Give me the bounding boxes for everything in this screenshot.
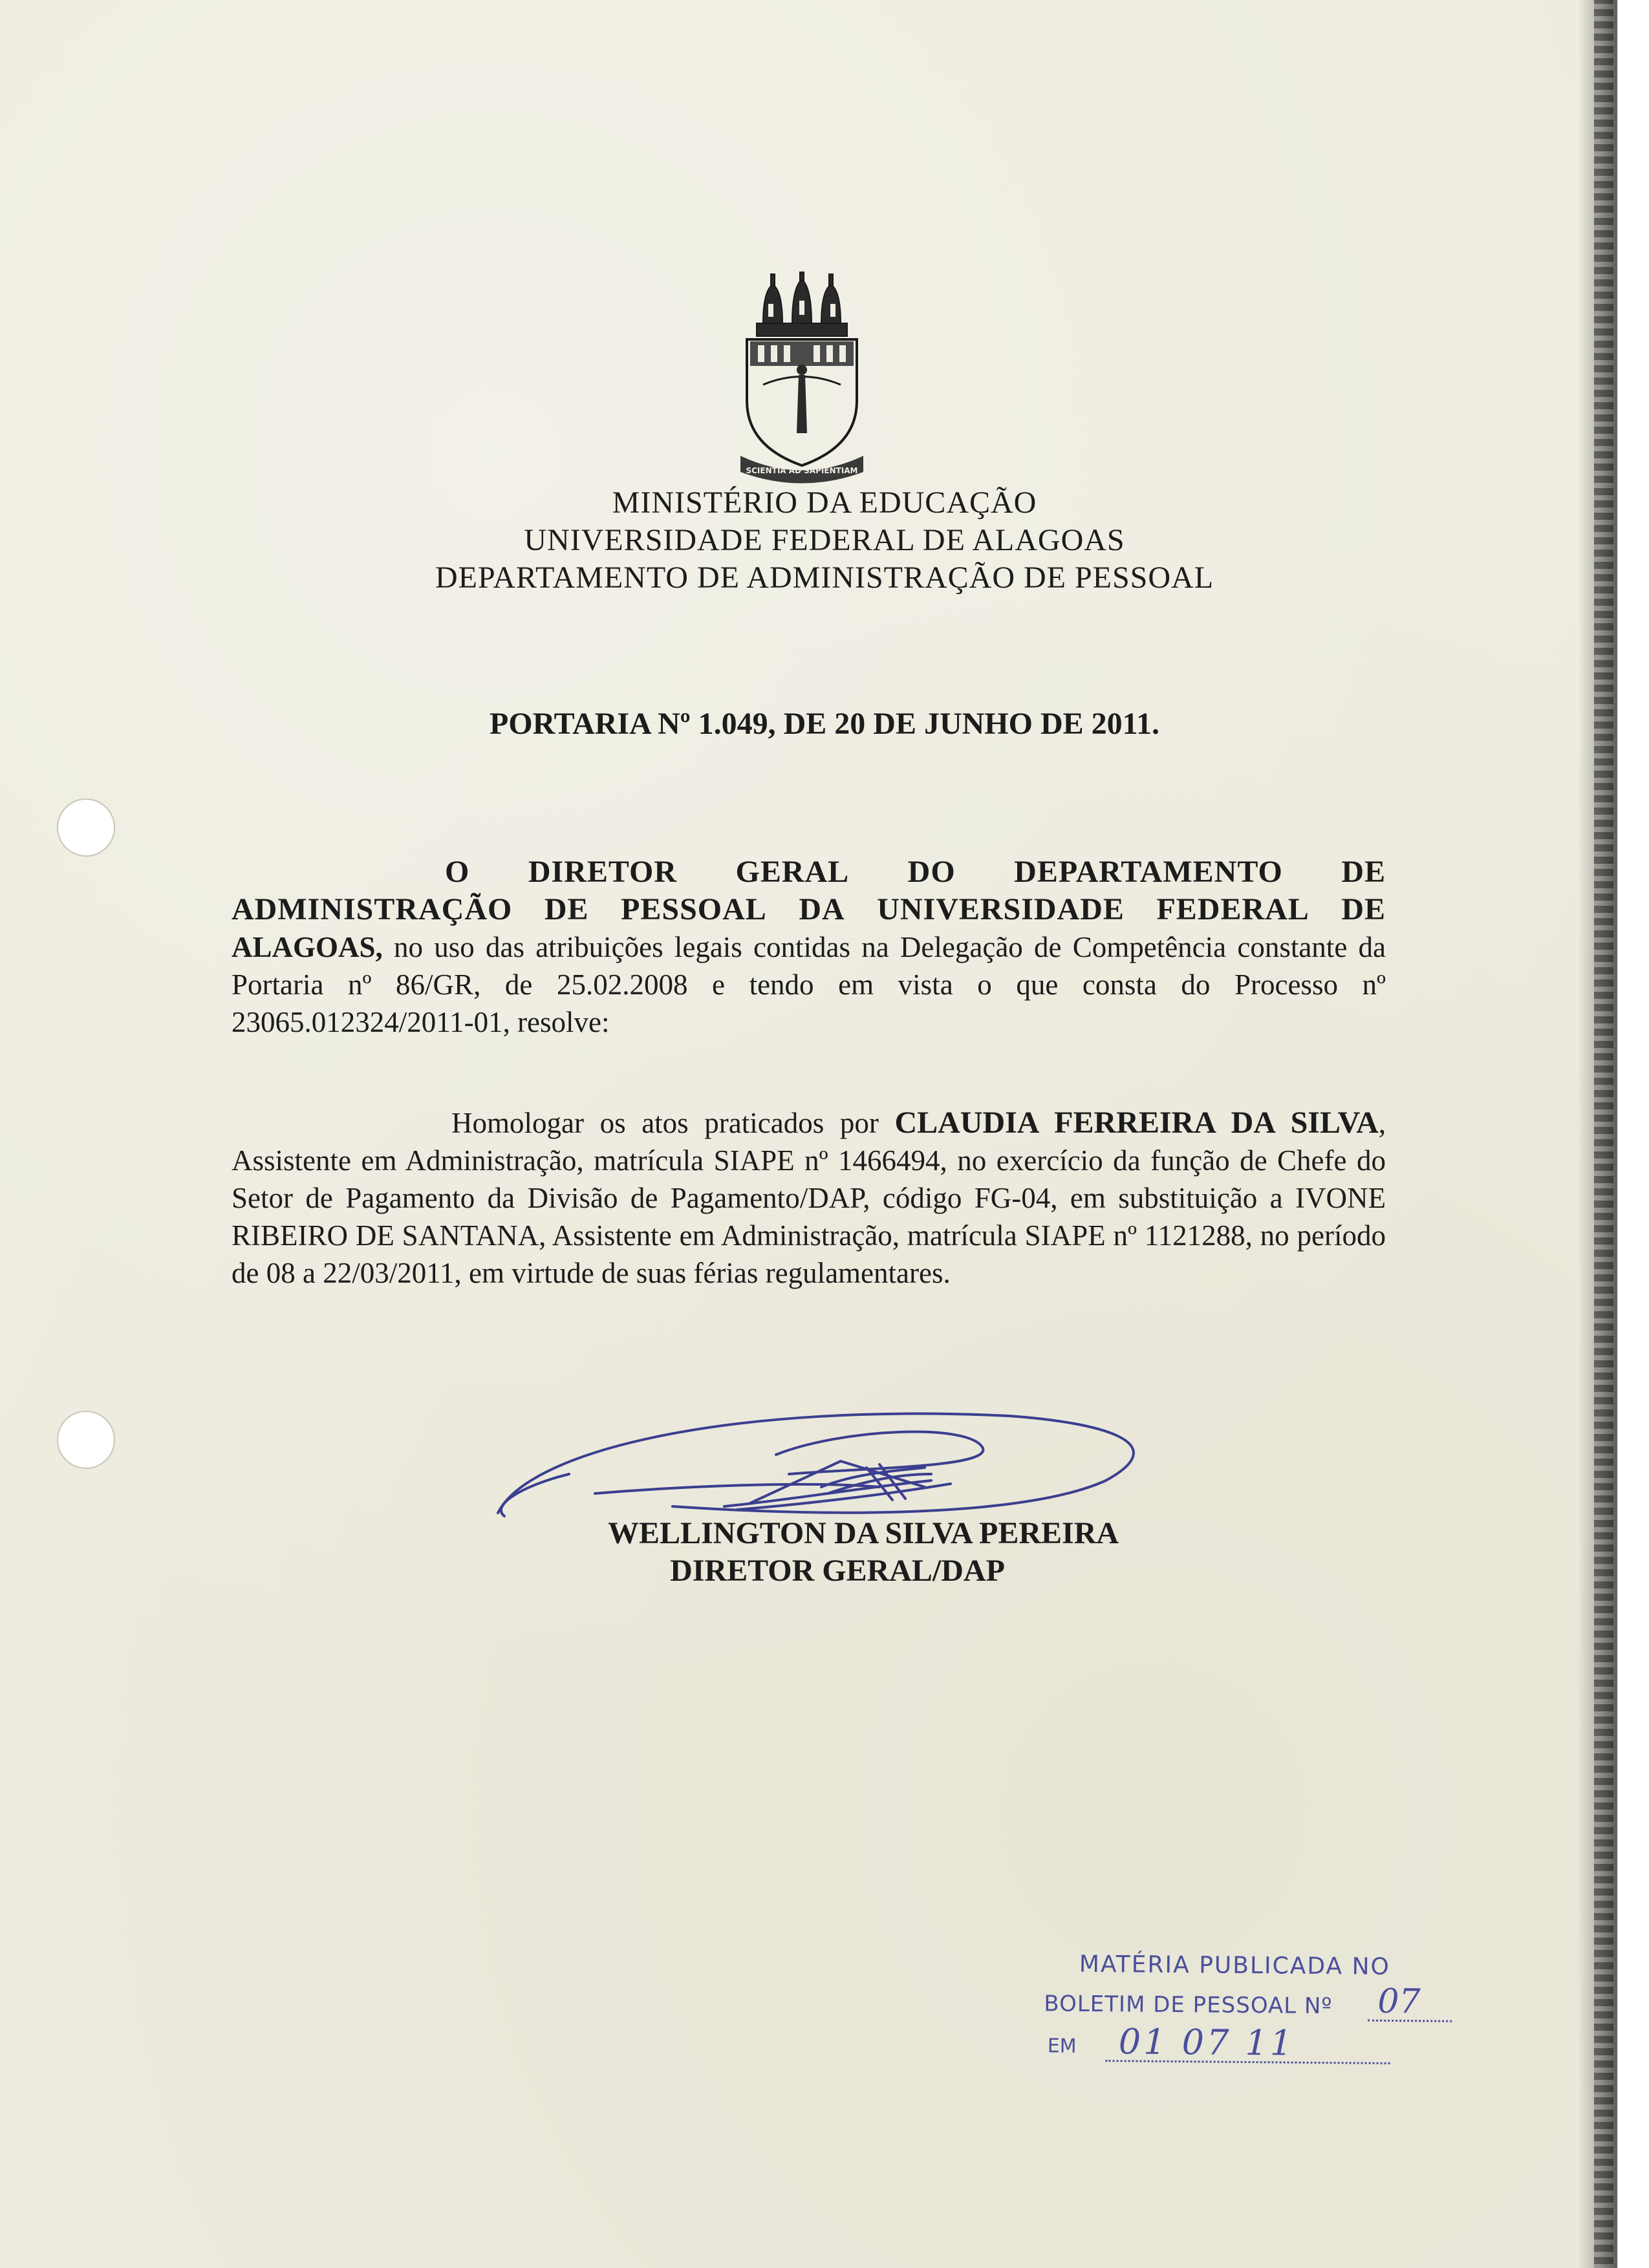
header-ministry: MINISTÉRIO DA EDUCAÇÃO [612, 486, 1037, 520]
word: DO [907, 855, 956, 889]
punch-hole-top [57, 798, 115, 857]
portaria-title: PORTARIA Nº 1.049, DE 20 DE JUNHO DE 2011. [489, 707, 1159, 741]
word: O [445, 855, 470, 889]
header-department: DEPARTAMENTO DE ADMINISTRAÇÃO DE PESSOAL [435, 561, 1214, 595]
word: DE [1341, 855, 1386, 889]
word: FEDERAL [1156, 892, 1310, 926]
preamble-line-1 [232, 853, 1386, 891]
stamp-line-1: MATÉRIA PUBLICADA NO [1079, 1951, 1390, 1980]
homologation-text: , Assistente em Administração, matrícula SIAPE nº 1466494, no exercício da função de Chefe do Setor de Pagamento da Divisão de Pagamento/DAP, código FG-04, em substituição a IVONE RIBEIRO DE SANTANA, Assistente em Administração, matrícula SIAPE nº 1121288, no período de 08 a 22/03/2011, em virtude de suas férias regulamentares. [232, 1107, 1386, 1289]
signer-title: DIRETOR GERAL/DAP [670, 1554, 1005, 1588]
word: PESSOAL [621, 892, 767, 926]
homologated-person-name: CLAUDIA FERREIRA DA SILVA [894, 1106, 1379, 1140]
signer-name: WELLINGTON DA SILVA PEREIRA [607, 1516, 1119, 1550]
word: DEPARTAMENTO [1014, 855, 1283, 889]
stamp-date-underline [1106, 2060, 1390, 2064]
word: GERAL [735, 855, 850, 889]
word: DIRETOR [528, 855, 677, 889]
preamble-body [232, 928, 1386, 1041]
word: DA [799, 892, 845, 926]
stamp-number-underline [1368, 2020, 1452, 2022]
word: ADMINISTRAÇÃO [232, 892, 513, 926]
crest-motto: SCIENTIA AD SAPIENTIAM [746, 466, 858, 475]
stamp-bulletin-number: 07 [1377, 1982, 1421, 2022]
preamble-bold-tail: ALAGOAS, [232, 931, 383, 963]
scan-shadow-edge [1578, 0, 1649, 2268]
homologation-lead: Homologar os atos praticados por [451, 1107, 895, 1139]
scan-shadow-texture [1594, 0, 1613, 2268]
word: DE [544, 892, 589, 926]
preamble-text: no uso das atribuições legais contidas na Delegação de Competência constante da Portaria nº 86/GR, de 25.02.2008 e tendo em vista o que consta do Processo nº 23065.012324/2011-01, resolve: [232, 931, 1386, 1038]
university-crest-logo [737, 272, 867, 485]
paragraph-homologation [232, 1104, 1386, 1292]
publication-stamp [1040, 1951, 1456, 2110]
punch-hole-bottom [57, 1411, 115, 1469]
stamp-line-2: BOLETIM DE PESSOAL Nº [1044, 1991, 1333, 2020]
stamp-date: 01 07 11 [1118, 2021, 1295, 2064]
word: UNIVERSIDADE [877, 892, 1125, 926]
word: DE [1341, 892, 1386, 926]
stamp-line-3: EM [1047, 2035, 1077, 2058]
paragraph-resolution-preamble [232, 853, 1386, 1041]
preamble-line-2 [232, 891, 1386, 928]
header-university: UNIVERSIDADE FEDERAL DE ALAGOAS [524, 523, 1125, 557]
